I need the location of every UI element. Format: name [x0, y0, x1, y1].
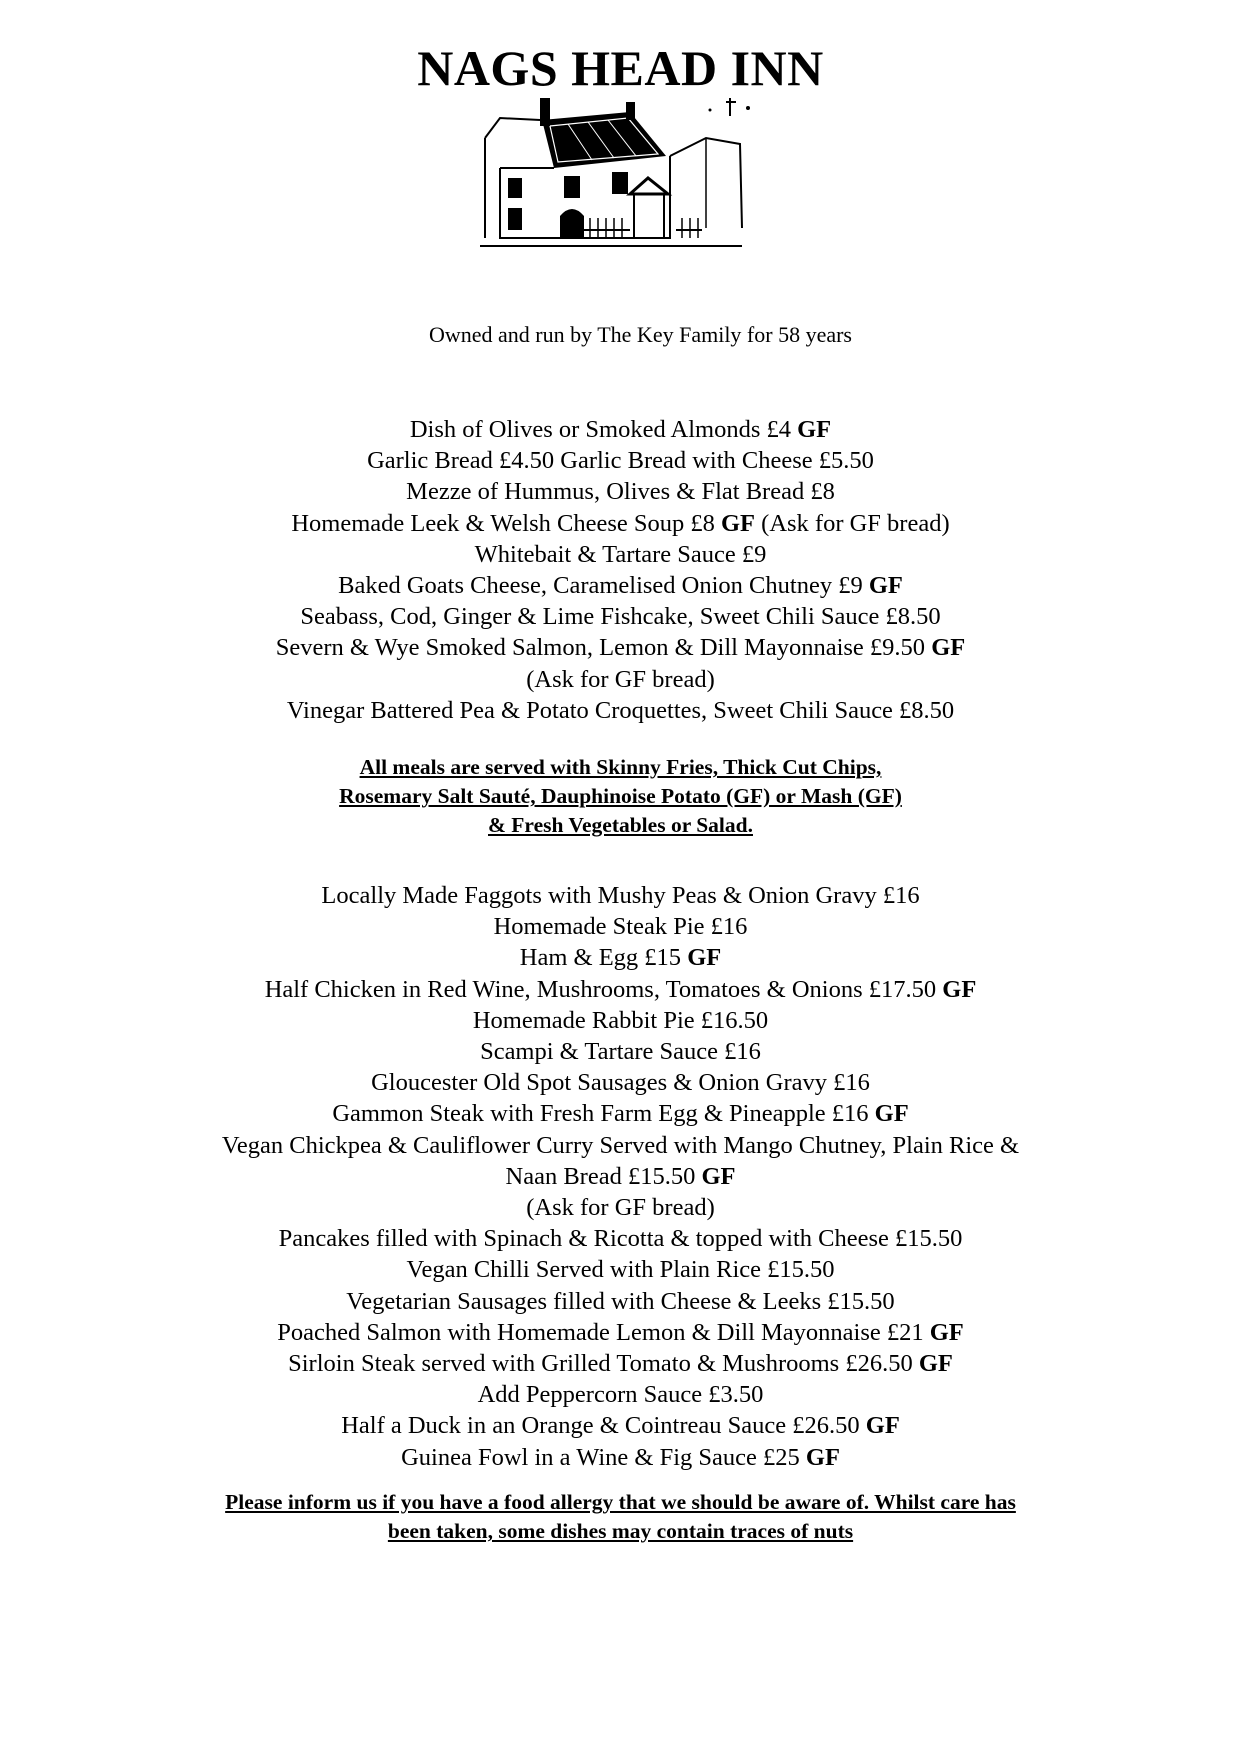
mains-item: [0, 1254, 1241, 1285]
item-text: Guinea Fowl in a Wine & Fig Sauce £25: [401, 1443, 800, 1471]
item-text: (Ask for GF bread): [526, 1194, 715, 1222]
gluten-free-badge: GF: [929, 1318, 964, 1346]
item-text: Locally Made Faggots with Mushy Peas & Onion Gravy £16: [321, 882, 920, 909]
starters-item: [0, 695, 1241, 726]
mains-item: [0, 880, 1241, 911]
item-text: Gammon Steak with Fresh Farm Egg & Pineapple £16: [332, 1100, 869, 1128]
item-text: Half a Duck in an Orange & Cointreau Sauce £26.50: [341, 1412, 860, 1440]
item-text: Homemade Steak Pie £16: [493, 913, 748, 941]
allergy-notice: [0, 1488, 1241, 1546]
item-text: Add Peppercorn Sauce £3.50: [477, 1381, 764, 1409]
starters-item: [0, 601, 1241, 632]
gluten-free-badge: GF: [942, 975, 977, 1003]
item-text: Sirloin Steak served with Grilled Tomato & Mushrooms £26.50: [288, 1350, 913, 1378]
gluten-free-badge: GF: [865, 1412, 900, 1440]
item-text: Vegan Chickpea & Cauliflower Curry Served with Mango Chutney, Plain Rice &: [221, 1131, 1020, 1159]
gluten-free-badge: GF: [797, 416, 832, 443]
gluten-free-badge: GF: [805, 1443, 840, 1471]
mains-item: [0, 1317, 1241, 1348]
item-text: Garlic Bread £4.50 Garlic Bread with Cheese £5.50: [367, 447, 874, 475]
item-text: Gloucester Old Spot Sausages & Onion Gravy £16: [371, 1069, 870, 1097]
item-text: Dish of Olives or Smoked Almonds £4: [409, 416, 791, 443]
allergy-notice-line: Please inform us if you have a food allergy that we should be aware of. Whilst care has: [225, 1490, 1016, 1514]
ownership-subtitle: Owned and run by The Key Family for 58 years: [429, 322, 852, 347]
mains-item: [0, 1130, 1241, 1161]
gluten-free-badge: GF: [687, 944, 722, 972]
item-text: Seabass, Cod, Ginger & Lime Fishcake, Sweet Chili Sauce £8.50: [300, 603, 941, 631]
mains-item: [0, 1379, 1241, 1410]
mains-item: [0, 1286, 1241, 1317]
mains-item: [0, 1098, 1241, 1129]
starters-item: [0, 476, 1241, 507]
starters-item: [0, 414, 1241, 445]
mains-item: [0, 1036, 1241, 1067]
sides-notice: [0, 753, 1241, 840]
item-text: (Ask for GF bread): [526, 665, 715, 693]
item-text: Naan Bread £15.50: [505, 1162, 696, 1190]
mains-item: [0, 911, 1241, 942]
mains-item: [0, 1410, 1241, 1441]
item-text: Vegetarian Sausages filled with Cheese & Leeks £15.50: [346, 1287, 895, 1315]
mains-item: [0, 942, 1241, 973]
gluten-free-badge: GF: [868, 572, 903, 600]
item-text: Severn & Wye Smoked Salmon, Lemon & Dill Mayonnaise £9.50: [275, 634, 926, 662]
mains-item: [0, 1223, 1241, 1254]
mains-item: [0, 1348, 1241, 1379]
item-text: Homemade Rabbit Pie £16.50: [472, 1006, 769, 1034]
page-title: NAGS HEAD INN: [417, 40, 824, 96]
gluten-free-badge: GF: [874, 1100, 909, 1128]
sides-notice-line: All meals are served with Skinny Fries, Thick Cut Chips,: [359, 755, 882, 779]
item-text: Poached Salmon with Homemade Lemon & Dill Mayonnaise £21: [277, 1318, 924, 1346]
item-text: Whitebait & Tartare Sauce £9: [474, 540, 767, 568]
mains-list: [0, 880, 1241, 1473]
mains-item: [0, 1192, 1241, 1223]
item-text: Baked Goats Cheese, Caramelised Onion Chutney £9: [338, 572, 863, 600]
starters-item: [0, 570, 1241, 601]
allergy-notice-line: been taken, some dishes may contain traces of nuts: [387, 1519, 854, 1543]
mains-item: [0, 974, 1241, 1005]
mains-item: [0, 1442, 1241, 1473]
mains-item: [0, 1161, 1241, 1192]
gluten-free-badge: GF: [701, 1162, 736, 1190]
gluten-free-badge: GF: [931, 634, 966, 662]
gluten-free-badge: GF: [918, 1350, 953, 1378]
item-text: Vinegar Battered Pea & Potato Croquettes, Sweet Chili Sauce £8.50: [286, 696, 955, 724]
item-text: Vegan Chilli Served with Plain Rice £15.50: [406, 1256, 835, 1284]
item-text: Scampi & Tartare Sauce £16: [480, 1038, 761, 1066]
starters-item: [0, 539, 1241, 570]
item-text: Ham & Egg £15: [519, 944, 682, 972]
mains-item: [0, 1067, 1241, 1098]
mains-item: [0, 1005, 1241, 1036]
starters-item: [0, 508, 1241, 539]
starters-item: [0, 632, 1241, 663]
starters-item: [0, 445, 1241, 476]
item-text: Homemade Leek & Welsh Cheese Soup £8: [291, 509, 715, 537]
inn-building-sketch-icon: [480, 98, 800, 268]
item-text: Half Chicken in Red Wine, Mushrooms, Tomatoes & Onions £17.50: [264, 975, 937, 1003]
item-text: Pancakes filled with Spinach & Ricotta & topped with Cheese £15.50: [278, 1225, 963, 1253]
sides-notice-line: Rosemary Salt Sauté, Dauphinoise Potato (GF) or Mash (GF): [339, 784, 902, 808]
gluten-free-badge: GF: [721, 509, 756, 537]
sides-notice-line: & Fresh Vegetables or Salad.: [488, 813, 753, 837]
starters-item: [0, 664, 1241, 695]
item-text: Mezze of Hummus, Olives & Flat Bread £8: [406, 478, 835, 506]
starters-list: [0, 414, 1241, 726]
item-note: (Ask for GF bread): [761, 509, 950, 537]
